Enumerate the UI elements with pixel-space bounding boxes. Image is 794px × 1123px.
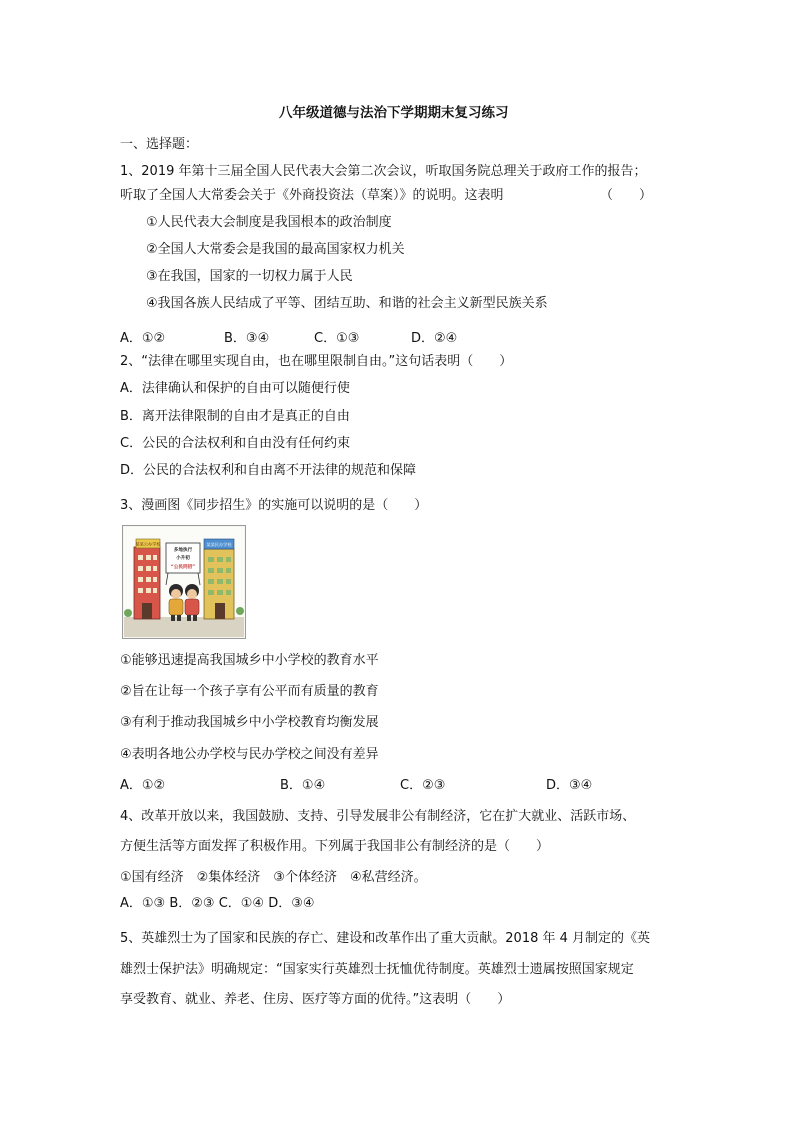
document-title: 八年级道德与法治下学期期末复习练习 xyxy=(279,105,509,121)
q1-answer-paren: （ ） xyxy=(600,188,653,203)
q3-stem: 3、漫画图《同步招生》的实施可以说明的是（ ） xyxy=(120,498,428,513)
q4-stem-line2: 方便生活等方面发挥了积极作用。下列属于我国非公有制经济的是（ ） xyxy=(120,839,550,854)
q3-option-c: C．②③ xyxy=(400,778,446,793)
q4-stem-line1: 4、改革开放以来，我国鼓励、支持、引导发展非公有制经济，它在扩大就业、活跃市场、 xyxy=(120,809,636,824)
q3-item-4: ④表明各地公办学校与民办学校之间没有差异 xyxy=(120,747,379,762)
q5-stem-line3: 享受教育、就业、养老、住房、医疗等方面的优待。”这表明（ ） xyxy=(120,992,511,1007)
q1-item-4: ④我国各族人民结成了平等、团结互助、和谐的社会主义新型民族关系 xyxy=(146,296,548,311)
q3-item-1: ①能够迅速提高我国城乡中小学校的教育水平 xyxy=(120,653,379,668)
banner-line-3: “公民同招” xyxy=(170,565,196,570)
banner-line-1: 多地执行 xyxy=(173,548,193,553)
right-school-sign: 某某民办学校 xyxy=(206,542,232,547)
q5-stem-line1: 5、英雄烈士为了国家和民族的存亡、建设和改革作出了重大贡献。2018 年 4 月制定的《英 xyxy=(120,931,651,946)
q3-item-2: ②旨在让每一个孩子享有公平而有质量的教育 xyxy=(120,684,379,699)
q2-option-c: C．公民的合法权利和自由没有任何约束 xyxy=(120,436,351,451)
q1-option-d: D．②④ xyxy=(411,331,458,346)
q3-item-3: ③有利于推动我国城乡中小学校教育均衡发展 xyxy=(120,715,379,730)
q1-stem-line1: 1、2019 年第十三届全国人民代表大会第二次会议，听取国务院总理关于政府工作的报告； xyxy=(120,164,647,179)
q1-option-a: A．①② xyxy=(120,331,166,346)
q4-items: ①国有经济 ②集体经济 ③个体经济 ④私营经济。 xyxy=(120,870,427,885)
q1-stem-line2: 听取了全国人大常委会关于《外商投资法（草案）》的说明。这表明 xyxy=(120,188,504,203)
banner-line-2: 小升初 xyxy=(176,556,190,561)
q4-options: A．①③ B．②③ C．①④ D．③④ xyxy=(120,896,315,911)
q1-option-c: C．①③ xyxy=(314,331,360,346)
q1-item-1: ①人民代表大会制度是我国根本的政治制度 xyxy=(146,215,392,230)
q1-item-2: ②全国人大常委会是我国的最高国家权力机关 xyxy=(146,242,405,257)
q5-stem-line2: 雄烈士保护法》明确规定：“国家实行英雄烈士抚恤优待制度。英雄烈士遗属按照国家规定 xyxy=(120,962,634,977)
q3-option-d: D．③④ xyxy=(546,778,593,793)
q2-option-d: D．公民的合法权利和自由离不开法律的规范和保障 xyxy=(120,463,417,478)
q1-item-3: ③在我国，国家的一切权力属于人民 xyxy=(146,269,353,284)
q2-stem: 2、“法律在哪里实现自由，也在哪里限制自由。”这句话表明（ ） xyxy=(120,354,513,369)
left-school-sign: 某某公办学校 xyxy=(135,541,161,547)
section-heading: 一、选择题： xyxy=(120,137,199,152)
q2-option-b: B．离开法律限制的自由才是真正的自由 xyxy=(120,409,350,424)
cartoon-image xyxy=(122,525,246,639)
q1-option-b: B．③④ xyxy=(224,331,270,346)
q3-option-b: B．①④ xyxy=(280,778,326,793)
q3-option-a: A．①② xyxy=(120,778,166,793)
q2-option-a: A．法律确认和保护的自由可以随便行使 xyxy=(120,381,350,396)
